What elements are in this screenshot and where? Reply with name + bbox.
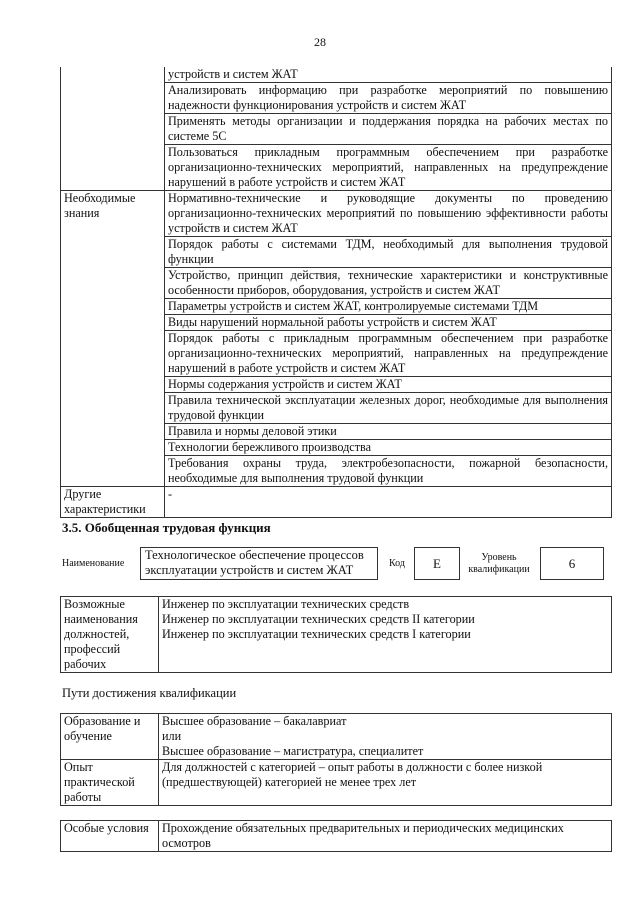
qualification-paths-table xyxy=(60,713,612,806)
special-conditions-table xyxy=(60,820,612,852)
experience-value: Для должностей с категорией – опыт работы в должности с более низкой (предшествующей) категорией не менее трех лет xyxy=(159,760,612,806)
code-value: Е xyxy=(433,556,441,571)
special-label: Особые условия xyxy=(61,821,159,852)
knowledge-item: Нормативно-технические и руководящие документы по проведению организационно-технических мероприятий по повышению эффективности работы устройств и систем ЖАТ xyxy=(165,191,612,237)
education-item: Высшее образование – магистратура, специалитет xyxy=(162,744,424,758)
position-item: Инженер по эксплуатации технических средств II категории xyxy=(162,612,475,626)
knowledge-label: Необходимые знания xyxy=(61,191,165,487)
positions-table xyxy=(60,596,612,673)
knowledge-item: Порядок работы с системами ТДМ, необходимый для выполнения трудовой функции xyxy=(165,237,612,268)
knowledge-item: Нормы содержания устройств и систем ЖАТ xyxy=(165,377,612,393)
knowledge-item: Правила и нормы деловой этики xyxy=(165,424,612,440)
paths-title: Пути достижения квалификации xyxy=(62,686,237,700)
position-item: Инженер по эксплуатации технических средств xyxy=(162,597,410,611)
code-label: Код xyxy=(389,558,405,569)
knowledge-item: Виды нарушений нормальной работы устройств и систем ЖАТ xyxy=(165,315,612,331)
knowledge-item: Требования охраны труда, электробезопасности, пожарной безопасности, необходимые для выполнения трудовой функции xyxy=(165,456,612,487)
knowledge-item: Правила технической эксплуатации железных дорог, необходимые для выполнения трудовой функции xyxy=(165,393,612,424)
education-list xyxy=(159,714,612,760)
experience-label: Опыт практической работы xyxy=(61,760,159,806)
education-item: или xyxy=(162,729,182,743)
skill-item: устройств и систем ЖАТ xyxy=(165,67,612,83)
special-value: Прохождение обязательных предварительных и периодических медицинских осмотров xyxy=(159,821,612,852)
skill-item: Анализировать информацию при разработке мероприятий по повышению надежности функционирования устройств и систем ЖАТ xyxy=(165,83,612,114)
positions-list xyxy=(159,597,612,673)
level-value-box xyxy=(540,547,604,580)
positions-label: Возможные наименования должностей, профессий рабочих xyxy=(61,597,159,673)
skill-item: Пользоваться прикладным программным обеспечением при разработке организационно-технических мероприятий, направленных на предупреждение нарушений в работе устройств и систем ЖАТ xyxy=(165,145,612,191)
education-label: Образование и обучение xyxy=(61,714,159,760)
skill-item: Применять методы организации и поддержания порядка на рабочих местах по системе 5С xyxy=(165,114,612,145)
education-item: Высшее образование – бакалавриат xyxy=(162,714,347,728)
page-number: 28 xyxy=(314,35,326,49)
knowledge-item: Устройство, принцип действия, технические характеристики и конструктивные особенности приборов, оборудования, устройств и систем ЖАТ xyxy=(165,268,612,299)
skills-label-cell xyxy=(61,67,165,191)
section-title: 3.5. Обобщенная трудовая функция xyxy=(62,520,271,535)
name-value-box xyxy=(140,547,378,580)
position-item: Инженер по эксплуатации технических средств I категории xyxy=(162,627,471,641)
code-value-box xyxy=(414,547,460,580)
other-value: - xyxy=(165,487,612,518)
name-value: Технологическое обеспечение процессов эксплуатации устройств и систем ЖАТ xyxy=(145,548,364,577)
knowledge-item: Порядок работы с прикладным программным обеспечением при разработке организационно-технических мероприятий, направленных на предупреждение нарушений в работе устройств и систем ЖАТ xyxy=(165,331,612,377)
skills-knowledge-table xyxy=(60,67,612,518)
knowledge-item: Технологии бережливого производства xyxy=(165,440,612,456)
level-value: 6 xyxy=(568,556,576,571)
other-label: Другие характеристики xyxy=(61,487,165,518)
knowledge-item: Параметры устройств и систем ЖАТ, контролируемые системами ТДМ xyxy=(165,299,612,315)
name-label: Наименование xyxy=(62,558,125,569)
level-label: Уровень квалификации xyxy=(468,552,530,575)
